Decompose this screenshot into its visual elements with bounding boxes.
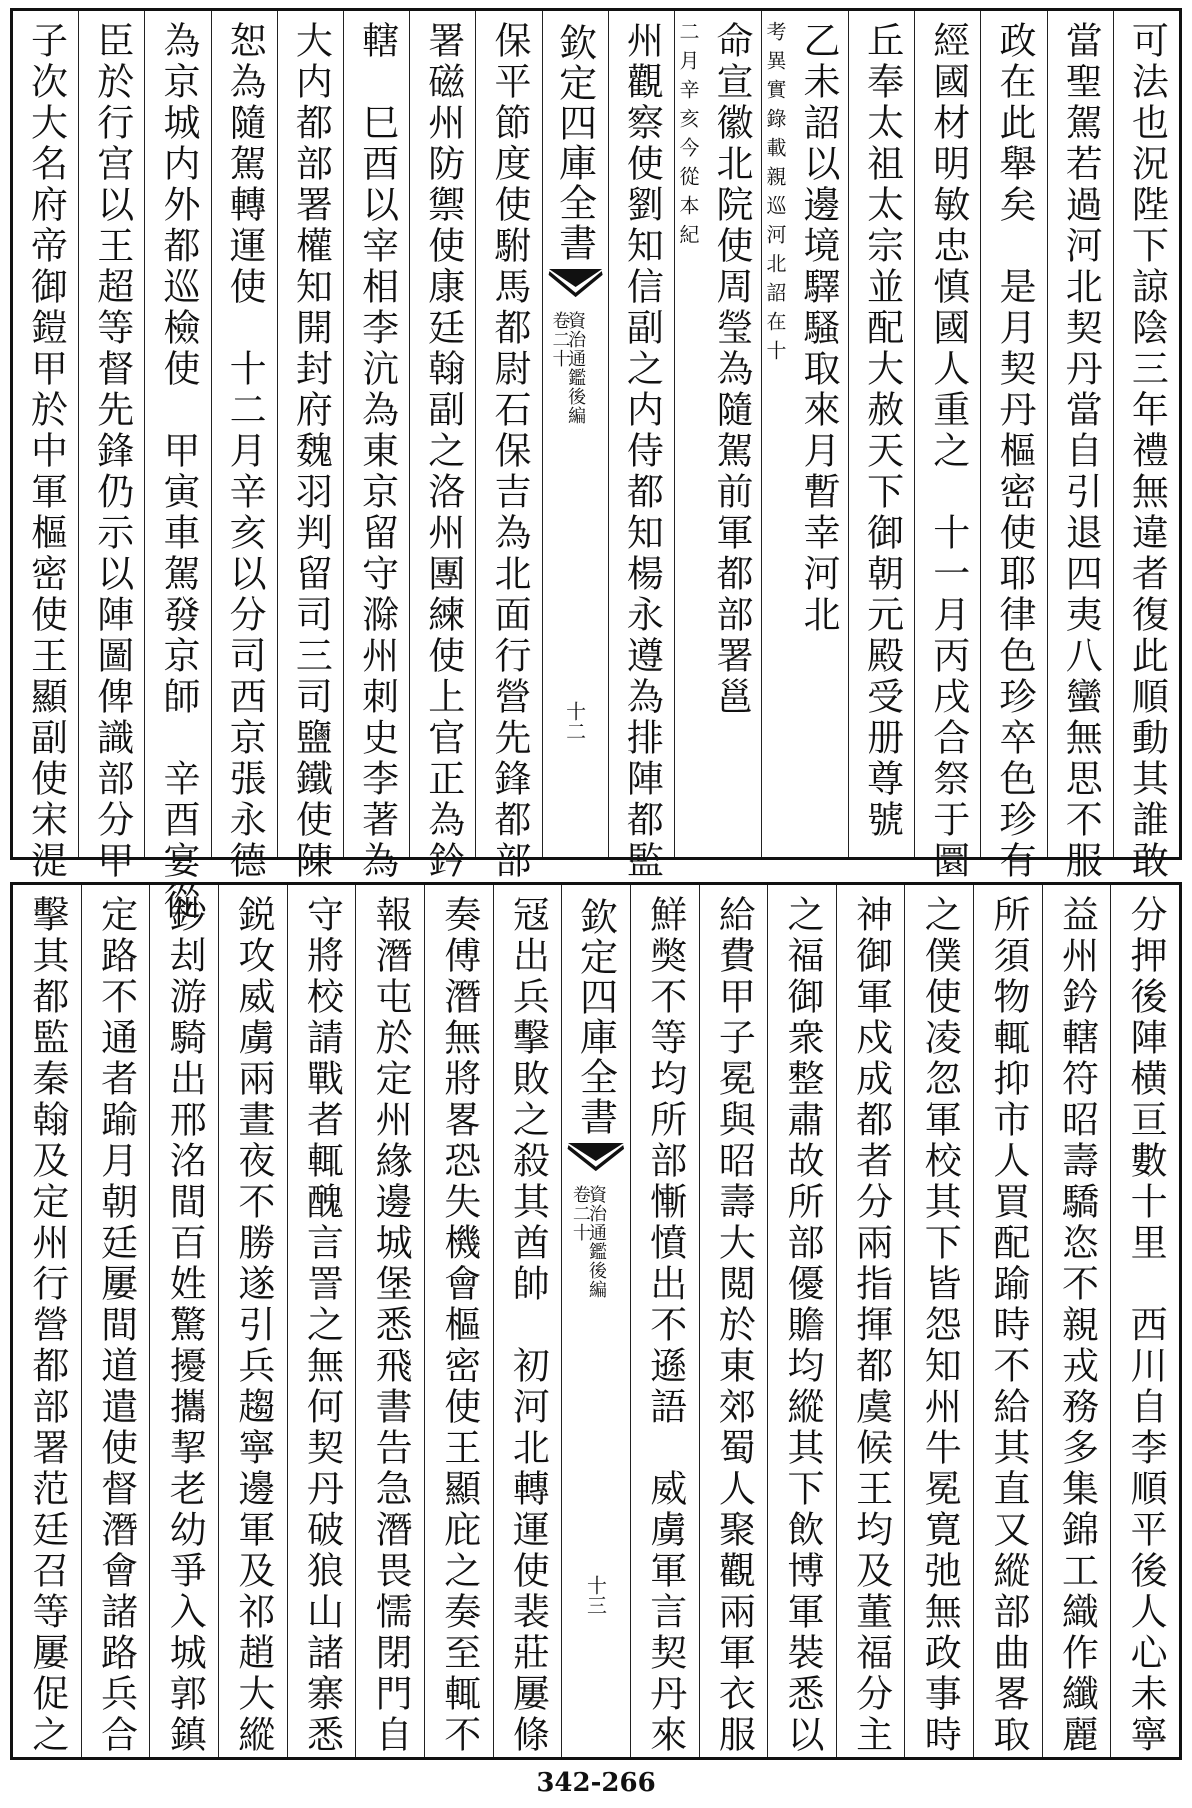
main-text: 子次大名府帝御鎧甲於中軍樞密使王顯副使宋湜 [24,21,68,882]
main-text: 當聖駕若過河北契丹當自引退四夷八蠻無思不服 [1059,21,1103,882]
text-column [13,11,78,882]
top-page [10,8,1182,923]
text-column [674,11,761,857]
text-column [761,11,848,857]
main-text: 定路不通者踰月朝廷屢間道遣使督潛會諸路兵合 [94,895,138,1756]
fish-tail-ornament [549,269,602,297]
text-column [287,885,356,1757]
main-text: 為京城内外都巡檢使 甲寅車駕發京師 辛酉宴從 [156,21,200,923]
text-column [149,885,218,1757]
main-text: 恕為隨駕轉運使 十二月辛亥以分司西京張永德 [223,21,267,882]
main-text: 命宣徽北院使周瑩為隨駕前軍都部署邕 [709,21,753,718]
text-column [277,11,343,882]
top-page-columns [13,11,1179,923]
column-with-note [675,11,761,857]
annotation-note: 考異實錄載親巡河北詔在十 [762,21,787,369]
volume-number: 卷二十 [569,1185,591,1242]
text-column [144,11,210,923]
fish-tail-ornament [568,1143,624,1171]
text-column [493,885,562,1757]
main-text: 丘奉太祖太宗並配大赦天下御朝元殿受册尊號 [860,21,904,841]
text-column [355,885,424,1757]
main-text: 益州鈐轄符昭壽驕恣不親戎務多集錦工織作纖麗 [1055,895,1099,1756]
text-column [980,11,1046,882]
leaf-number: 十二 [562,701,587,741]
main-text: 之僕使凌忽軍校其下皆怨知州牛冕寛弛無政事時 [918,895,962,1756]
main-text: 政在此舉矣 是月契丹樞密使耶律色珍卒色珍有 [992,21,1036,882]
text-column [218,885,287,1757]
text-column [81,885,150,1757]
center-margin-column [542,11,608,857]
main-text: 轄 巳酉以宰相李沆為東京留守滁州刺史李著為 [355,21,399,882]
text-column [608,11,674,882]
book-collection-title: 欽定四庫全書 [552,23,597,263]
main-text: 給費甲子冕與昭壽大閲於東郊蜀人聚觀兩軍衣服 [712,895,756,1756]
text-column [1042,885,1111,1757]
leaf-number: 十三 [583,1575,608,1615]
main-text: 可法也況陛下諒陰三年禮無違者復此順動其誰敢 [1125,21,1169,882]
bottom-page [10,882,1182,1760]
volume-number: 卷二十 [549,311,571,368]
text-column [630,885,699,1757]
text-column [767,885,836,1757]
text-column [475,11,541,882]
main-text: 報潛屯於定州緣邊城堡悉飛書告急潛畏懦閉門自 [369,895,413,1756]
text-column [424,885,493,1757]
main-text: 署磁州防禦使康廷翰副之洛州團練使上官正為鈐 [421,21,465,882]
main-text: 神御軍戍成都者分兩指揮都虞候王均及董福分主 [849,895,893,1756]
main-text: 鈔刦游騎出邢洺間百姓驚擾攜挈老幼爭入城郭鎮 [163,895,207,1756]
main-text: 鮮獘不等均所部慚憤出不遜語 威虜軍言契丹來 [643,895,687,1756]
main-text: 奏傅潛無將畧恐失機會樞密使王顯庇之奏至輒不 [437,895,481,1756]
main-text: 大内都部署權知開封府魏羽判留司三司鹽鐵使陳 [289,21,333,882]
main-text: 州觀察使劉知信副之内侍都知楊永遵為排陣都監 [620,21,664,882]
text-column [1110,885,1179,1757]
bottom-page-columns [13,885,1179,1757]
text-column [699,885,768,1757]
text-column [848,11,914,857]
book-title: 資治通鑑後編 [565,311,587,425]
text-column [973,885,1042,1757]
main-text: 分押後陣横亘數十里 西川自李順平後人心未寧 [1124,895,1168,1756]
main-text: 守將校請戰者輒醜言詈之無何契丹破狼山諸寨悉 [300,895,344,1756]
main-text: 乙未詔以邊境驛騷取來月暫幸河北 [796,21,840,636]
main-text: 擊其都監秦翰及定州行營都部署范廷召等屢促之 [25,895,69,1756]
text-column [211,11,277,882]
text-column [409,11,475,882]
text-column [904,885,973,1757]
text-column [78,11,144,882]
main-text: 鋭攻威虜兩晝夜不勝遂引兵趨寧邊軍及祁趙大縱 [231,895,275,1756]
main-text: 之福御衆整肅故所部優贍均縱其下飲博軍裝悉以 [780,895,824,1756]
text-column [343,11,409,882]
main-text: 經國材明敏忠慎國人重之 十一月丙戌合祭于圜 [926,21,970,882]
annotation-note: 二月辛亥今從本紀 [675,21,700,253]
main-text: 冦出兵擊敗之殺其酋帥 初河北轉運使裴莊屢條 [506,895,550,1756]
text-column [914,11,980,882]
page-footer-number: 342-266 [536,1768,656,1798]
center-margin-column [561,885,630,1757]
text-column [1047,11,1113,882]
main-text: 臣於行宫以王超等督先鋒仍示以陣圖俾識部分甲 [90,21,134,882]
main-text: 所須物輒抑市人買配踰時不給其直又縱部曲畧取 [986,895,1030,1756]
main-text: 保平節度使駙馬都尉石保吉為北面行營先鋒都部 [487,21,531,882]
text-column [1113,11,1179,882]
book-title: 資治通鑑後編 [586,1185,608,1299]
book-collection-title: 欽定四庫全書 [573,897,618,1137]
text-column [13,885,81,1757]
column-with-note [762,11,848,857]
text-column [836,885,905,1757]
